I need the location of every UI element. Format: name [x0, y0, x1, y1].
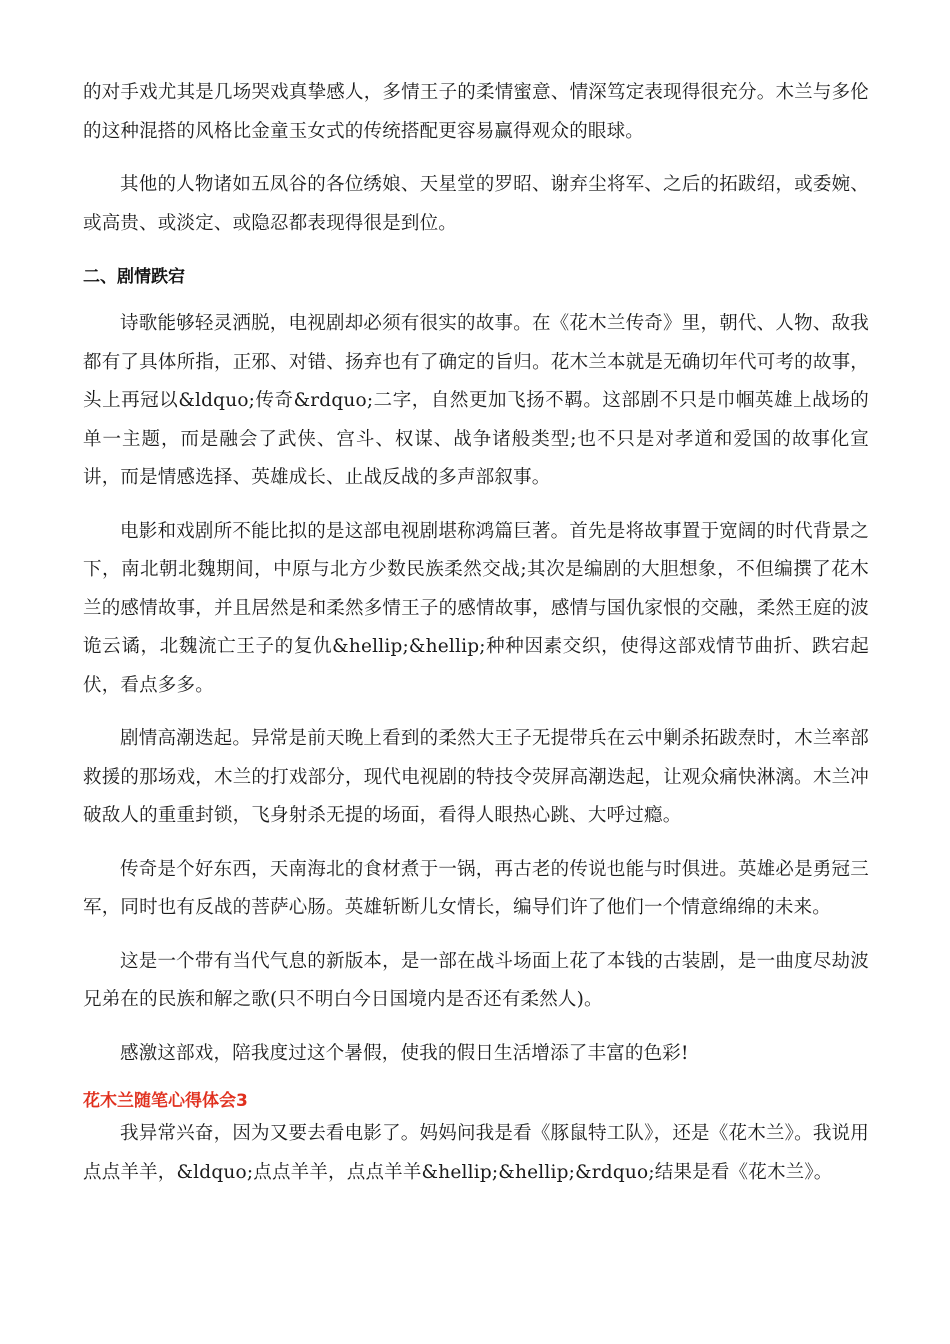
document-page [83, 74, 869, 1192]
paragraph: 诗歌能够轻灵洒脱，电视剧却必须有很实的故事。在《花木兰传奇》里，朝代、人物、敌我都有了具体所指，正邪、对错、扬弃也有了确定的旨归。花木兰本就是无确切年代可考的故事，头上再冠以&ldquo;传奇&rdquo;二字，自然更加飞扬不羁。这部剧不只是巾帼英雄上战场的单一主题，而是融会了武侠、宫斗、权谋、战争诸般类型;也不只是对孝道和爱国的故事化宣讲，而是情感选择、英雄成长、止战反战的多声部叙事。 [83, 313, 869, 488]
paragraph: 剧情高潮迭起。异常是前天晚上看到的柔然大王子无提带兵在云中剿杀拓跋焘时，木兰率部救援的那场戏，木兰的打戏部分，现代电视剧的特技令荧屏高潮迭起，让观众痛快淋漓。木兰冲破敌人的重重封锁，飞身射杀无提的场面，看得人眼热心跳、大呼过瘾。 [83, 728, 869, 826]
paragraph: 的对手戏尤其是几场哭戏真挚感人，多情王子的柔情蜜意、情深笃定表现得很充分。木兰与多伦的这种混搭的风格比金童玉女式的传统搭配更容易赢得观众的眼球。 [83, 82, 869, 142]
paragraph: 其他的人物诸如五凤谷的各位绣娘、天星堂的罗昭、谢弃尘将军、之后的拓跋绍，或委婉、或高贵、或淡定、或隐忍都表现得很是到位。 [83, 174, 869, 234]
paragraph: 电影和戏剧所不能比拟的是这部电视剧堪称鸿篇巨著。首先是将故事置于宽阔的时代背景之下，南北朝北魏期间，中原与北方少数民族柔然交战;其次是编剧的大胆想象，不但编撰了花木兰的感情故事，并且居然是和柔然多情王子的感情故事，感情与国仇家恨的交融，柔然王庭的波诡云谲，北魏流亡王子的复仇&hellip;&hellip;种种因素交织，使得这部戏情节曲折、跌宕起伏，看点多多。 [83, 520, 869, 696]
section-heading: 二、剧情跌宕 [83, 267, 185, 287]
essay-subtitle: 花木兰随笔心得体会3 [83, 1091, 248, 1111]
paragraph: 传奇是个好东西，天南海北的食材煮于一锅，再古老的传说也能与时俱进。英雄必是勇冠三军，同时也有反战的菩萨心肠。英雄斩断儿女情长，编导们许了他们一个情意绵绵的未来。 [83, 858, 869, 918]
paragraph: 我异常兴奋，因为又要去看电影了。妈妈问我是看《豚鼠特工队》，还是《花木兰》。我说用点点羊羊，&ldquo;点点羊羊，点点羊羊&hellip;&hellip;&rdquo;结果是看《花木兰》。 [83, 1123, 869, 1183]
paragraph: 感激这部戏，陪我度过这个暑假，使我的假日生活增添了丰富的色彩! [120, 1042, 689, 1064]
paragraph: 这是一个带有当代气息的新版本，是一部在战斗场面上花了本钱的古装剧，是一曲度尽劫波兄弟在的民族和解之歌(只不明白今日国境内是否还有柔然人)。 [83, 950, 869, 1010]
